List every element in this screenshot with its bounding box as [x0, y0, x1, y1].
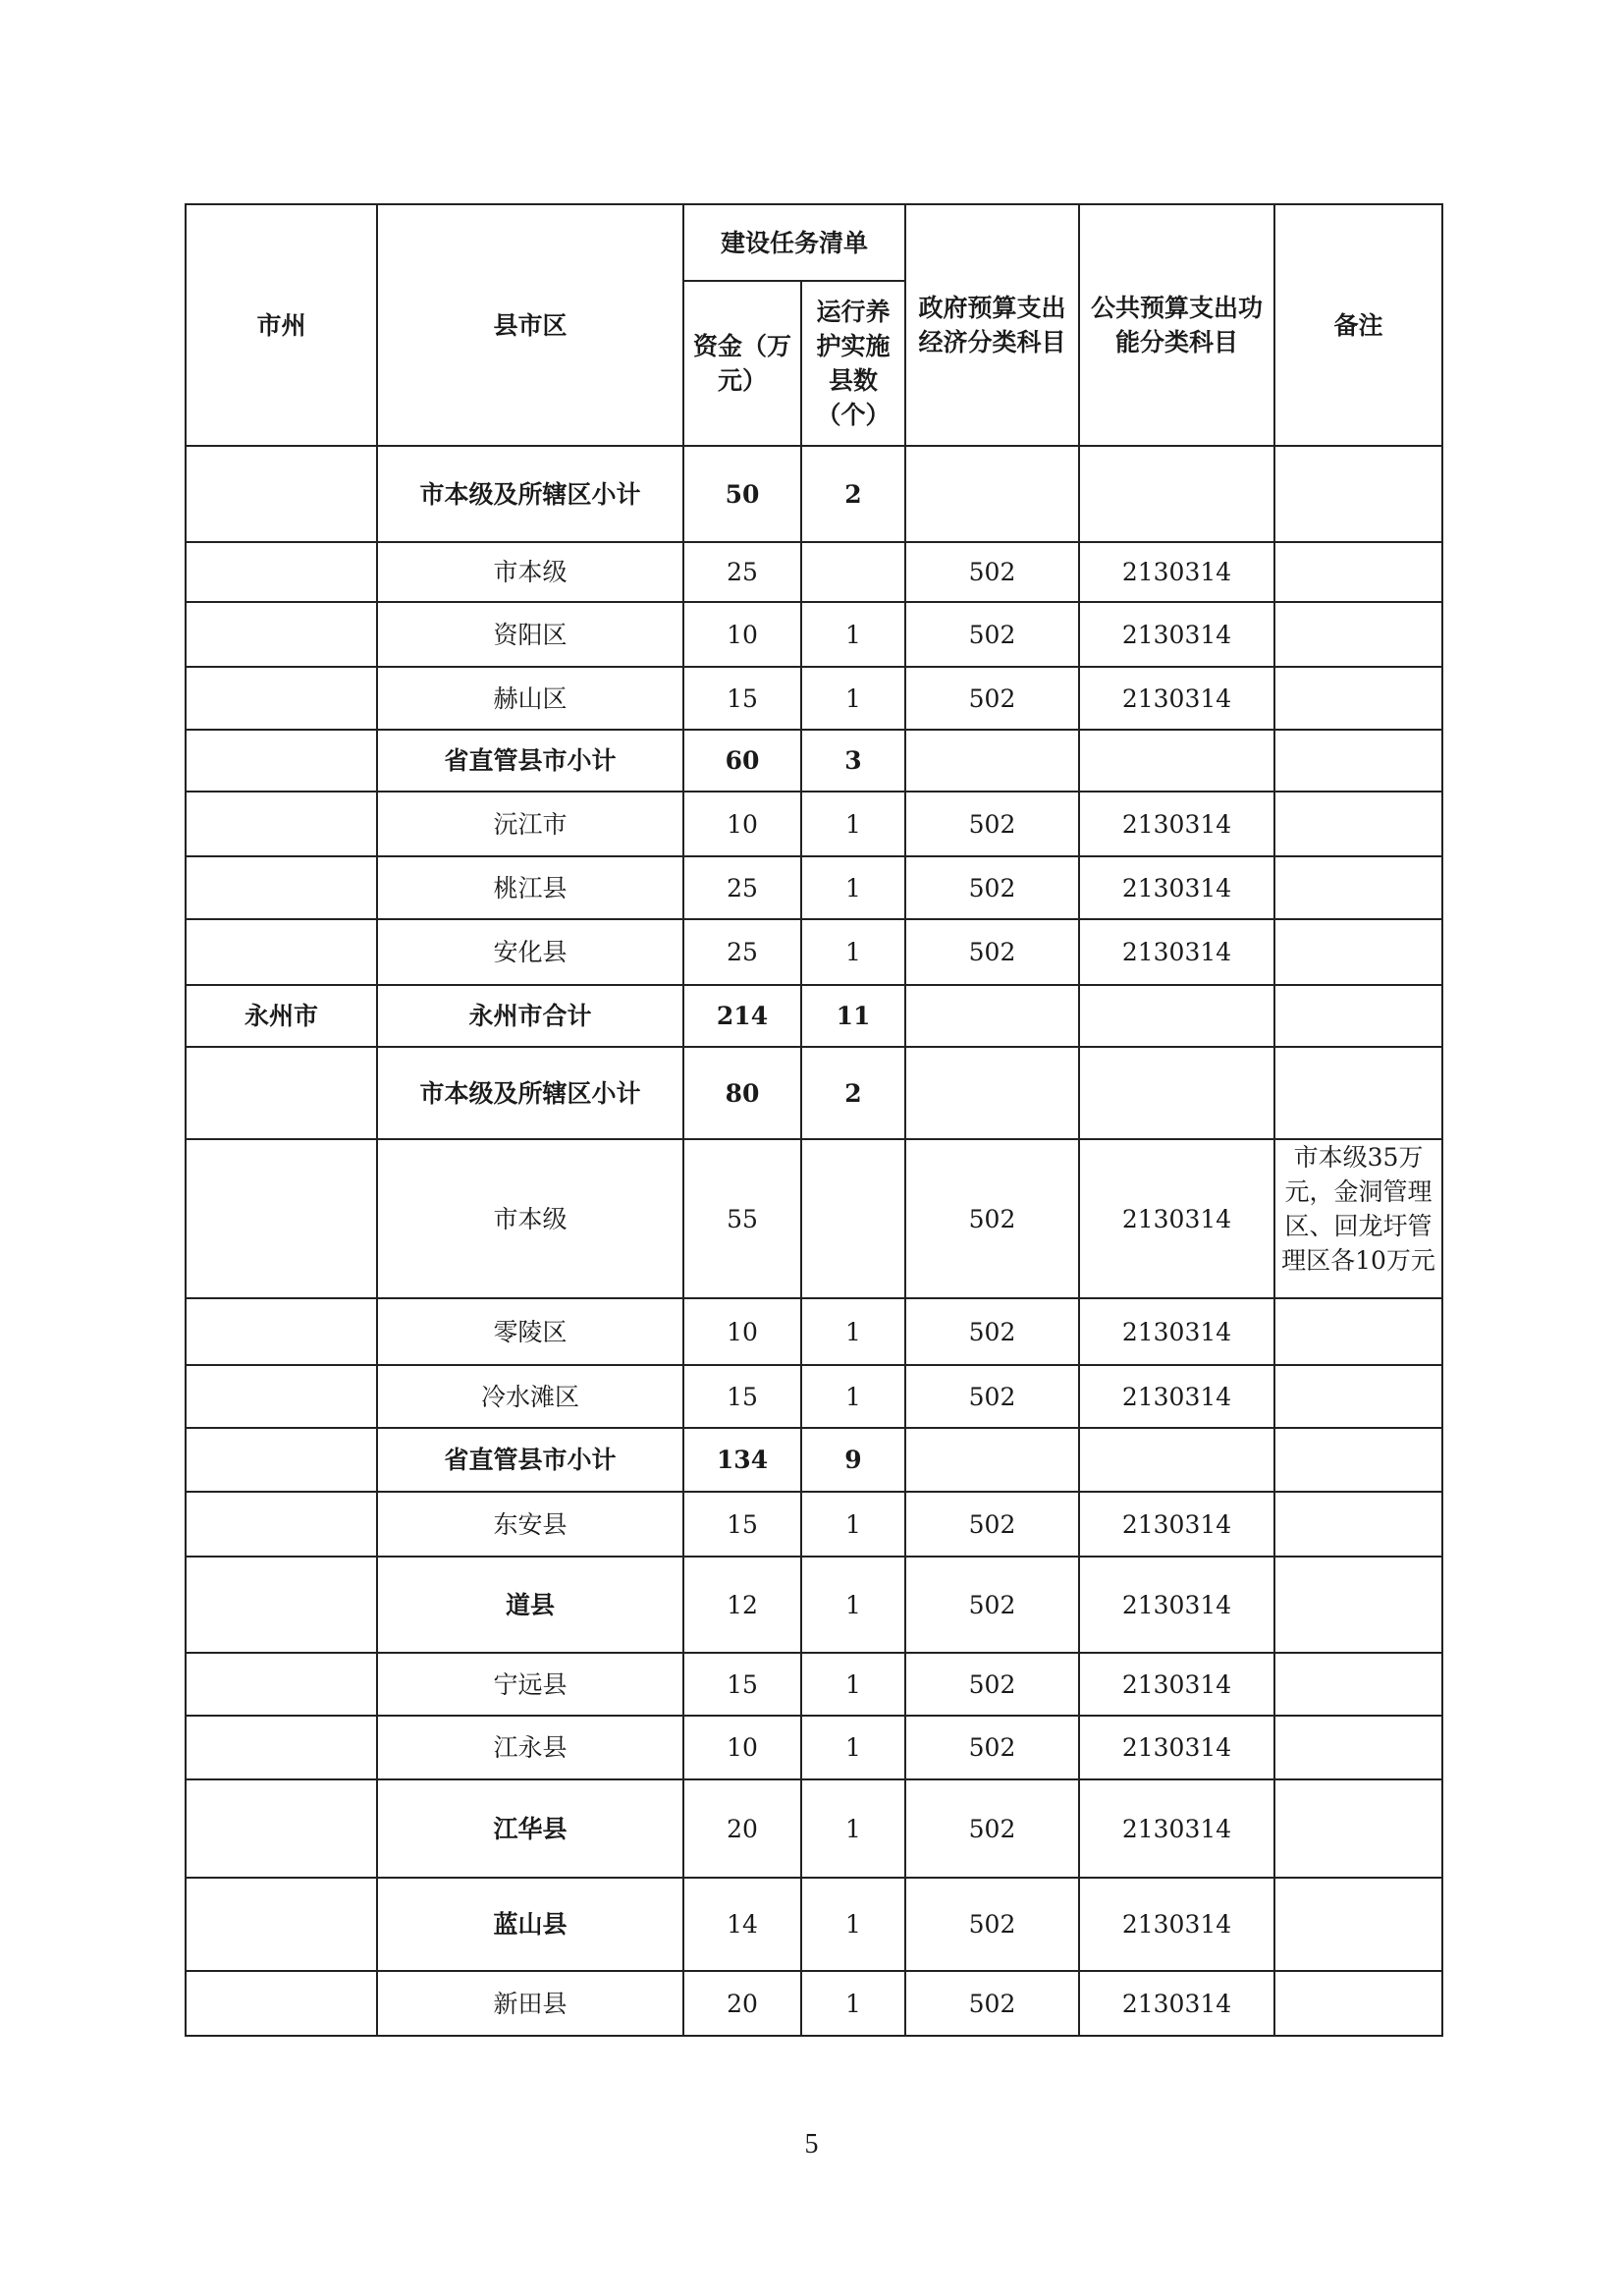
- cell-remark: [1274, 919, 1442, 985]
- cell-func: 2130314: [1079, 542, 1274, 602]
- cell-county: 赫山区: [377, 667, 683, 730]
- cell-func: 2130314: [1079, 792, 1274, 856]
- table-row: [186, 1298, 1442, 1365]
- cell-remark: [1274, 1557, 1442, 1653]
- cell-remark: [1274, 1139, 1442, 1298]
- header-task-group: 建设任务清单: [683, 204, 905, 281]
- cell-funds: 25: [683, 856, 801, 919]
- cell-func: 2130314: [1079, 667, 1274, 730]
- cell-remark: [1274, 1365, 1442, 1428]
- cell-count: 11: [801, 985, 905, 1047]
- cell-county: 沅江市: [377, 792, 683, 856]
- cell-count: [801, 1139, 905, 1298]
- cell-funds: 10: [683, 1298, 801, 1365]
- cell-econ: 502: [905, 1298, 1079, 1365]
- cell-city: [186, 1428, 377, 1492]
- cell-econ: [905, 1428, 1079, 1492]
- cell-func: 2130314: [1079, 856, 1274, 919]
- cell-func: [1079, 1047, 1274, 1139]
- cell-city: [186, 446, 377, 542]
- cell-funds: 214: [683, 985, 801, 1047]
- cell-remark: [1274, 1653, 1442, 1716]
- header-counties-count: 运行养护实施县数（个）: [801, 281, 905, 446]
- cell-func: 2130314: [1079, 919, 1274, 985]
- table-row: [186, 1878, 1442, 1971]
- cell-city: [186, 856, 377, 919]
- cell-func: 2130314: [1079, 1971, 1274, 2036]
- cell-count: 1: [801, 1779, 905, 1878]
- cell-remark: [1274, 1971, 1442, 2036]
- cell-funds: 15: [683, 667, 801, 730]
- cell-funds: 134: [683, 1428, 801, 1492]
- table-row: [186, 1139, 1442, 1298]
- cell-remark: [1274, 730, 1442, 792]
- cell-count: 1: [801, 602, 905, 667]
- table-row: [186, 602, 1442, 667]
- budget-table: [185, 203, 1443, 2037]
- table-row: [186, 1779, 1442, 1878]
- cell-funds: 80: [683, 1047, 801, 1139]
- cell-count: 1: [801, 667, 905, 730]
- page-number: 5: [804, 2129, 819, 2159]
- table-row: [186, 1428, 1442, 1492]
- cell-count: 2: [801, 1047, 905, 1139]
- cell-city: [186, 730, 377, 792]
- cell-remark: [1274, 1878, 1442, 1971]
- cell-econ: [905, 730, 1079, 792]
- cell-city: [186, 1557, 377, 1653]
- cell-remark: [1274, 446, 1442, 542]
- table-row: [186, 1971, 1442, 2036]
- cell-city: [186, 1139, 377, 1298]
- cell-city: [186, 1047, 377, 1139]
- cell-econ: 502: [905, 1139, 1079, 1298]
- cell-econ: 502: [905, 1716, 1079, 1779]
- table-row: [186, 730, 1442, 792]
- cell-econ: [905, 1047, 1079, 1139]
- cell-funds: 10: [683, 1716, 801, 1779]
- cell-econ: 502: [905, 1365, 1079, 1428]
- cell-econ: 502: [905, 1492, 1079, 1557]
- cell-city: [186, 1365, 377, 1428]
- cell-city: [186, 1492, 377, 1557]
- cell-func: 2130314: [1079, 1365, 1274, 1428]
- cell-econ: 502: [905, 1557, 1079, 1653]
- cell-econ: [905, 985, 1079, 1047]
- cell-city: [186, 919, 377, 985]
- cell-remark: [1274, 667, 1442, 730]
- cell-count: 1: [801, 1878, 905, 1971]
- cell-city: [186, 792, 377, 856]
- cell-count: 2: [801, 446, 905, 542]
- cell-remark: [1274, 1428, 1442, 1492]
- cell-funds: 15: [683, 1653, 801, 1716]
- cell-funds: 10: [683, 602, 801, 667]
- cell-count: 3: [801, 730, 905, 792]
- cell-county: 桃江县: [377, 856, 683, 919]
- cell-funds: 15: [683, 1492, 801, 1557]
- cell-econ: [905, 446, 1079, 542]
- cell-count: 1: [801, 1365, 905, 1428]
- cell-func: 2130314: [1079, 1492, 1274, 1557]
- cell-func: 2130314: [1079, 1878, 1274, 1971]
- cell-remark: [1274, 792, 1442, 856]
- cell-county: 安化县: [377, 919, 683, 985]
- header-func-class: 公共预算支出功能分类科目: [1079, 204, 1274, 446]
- cell-city: [186, 1653, 377, 1716]
- cell-func: [1079, 446, 1274, 542]
- cell-funds: 50: [683, 446, 801, 542]
- cell-count: 1: [801, 1716, 905, 1779]
- cell-func: 2130314: [1079, 1779, 1274, 1878]
- cell-econ: 502: [905, 919, 1079, 985]
- cell-func: 2130314: [1079, 1653, 1274, 1716]
- cell-count: 1: [801, 792, 905, 856]
- table-row: [186, 1557, 1442, 1653]
- cell-func: 2130314: [1079, 602, 1274, 667]
- cell-econ: 502: [905, 856, 1079, 919]
- table-row: [186, 667, 1442, 730]
- cell-county: 市本级: [377, 542, 683, 602]
- cell-count: 1: [801, 1557, 905, 1653]
- cell-remark: [1274, 1779, 1442, 1878]
- cell-count: 1: [801, 1298, 905, 1365]
- cell-county: 江华县: [377, 1779, 683, 1878]
- cell-funds: 14: [683, 1878, 801, 1971]
- cell-city: [186, 602, 377, 667]
- cell-funds: 12: [683, 1557, 801, 1653]
- cell-remark: [1274, 1298, 1442, 1365]
- cell-county: 市本级及所辖区小计: [377, 1047, 683, 1139]
- cell-econ: 502: [905, 1653, 1079, 1716]
- cell-count: 1: [801, 1971, 905, 2036]
- cell-remark: [1274, 602, 1442, 667]
- table-row: [186, 542, 1442, 602]
- cell-city: [186, 1878, 377, 1971]
- cell-econ: 502: [905, 1878, 1079, 1971]
- cell-county: 宁远县: [377, 1653, 683, 1716]
- cell-count: 1: [801, 919, 905, 985]
- cell-func: [1079, 1428, 1274, 1492]
- cell-econ: 502: [905, 542, 1079, 602]
- cell-county: 蓝山县: [377, 1878, 683, 1971]
- cell-funds: 20: [683, 1779, 801, 1878]
- cell-func: [1079, 730, 1274, 792]
- cell-count: 1: [801, 1492, 905, 1557]
- cell-funds: 60: [683, 730, 801, 792]
- table-row: [186, 792, 1442, 856]
- table-row: [186, 446, 1442, 542]
- cell-county: 零陵区: [377, 1298, 683, 1365]
- cell-func: 2130314: [1079, 1298, 1274, 1365]
- table-row: [186, 856, 1442, 919]
- header-funds: 资金（万元）: [683, 281, 801, 446]
- cell-remark: [1274, 542, 1442, 602]
- cell-remark: [1274, 1047, 1442, 1139]
- table-row: [186, 1653, 1442, 1716]
- cell-county: 东安县: [377, 1492, 683, 1557]
- table-row: [186, 1716, 1442, 1779]
- cell-econ: 502: [905, 1971, 1079, 2036]
- cell-func: 2130314: [1079, 1557, 1274, 1653]
- cell-county: 冷水滩区: [377, 1365, 683, 1428]
- cell-remark: [1274, 1492, 1442, 1557]
- cell-remark: [1274, 1716, 1442, 1779]
- cell-funds: 25: [683, 919, 801, 985]
- cell-count: 1: [801, 1653, 905, 1716]
- cell-funds: 55: [683, 1139, 801, 1298]
- remark-text: 市本级35万元，金洞管理区、回龙圩管理区各10万元: [1281, 1143, 1435, 1275]
- cell-county: 市本级: [377, 1139, 683, 1298]
- cell-econ: 502: [905, 792, 1079, 856]
- cell-county: 永州市合计: [377, 985, 683, 1047]
- cell-county: 市本级及所辖区小计: [377, 446, 683, 542]
- cell-city: [186, 1779, 377, 1878]
- cell-county: 道县: [377, 1557, 683, 1653]
- cell-city: [186, 1716, 377, 1779]
- header-remark: 备注: [1274, 204, 1442, 446]
- cell-city: 永州市: [186, 985, 377, 1047]
- table-row: [186, 985, 1442, 1047]
- cell-remark: [1274, 856, 1442, 919]
- cell-funds: 25: [683, 542, 801, 602]
- cell-econ: 502: [905, 1779, 1079, 1878]
- header-county: 县市区: [377, 204, 683, 446]
- cell-func: 2130314: [1079, 1139, 1274, 1298]
- cell-county: 省直管县市小计: [377, 730, 683, 792]
- cell-county: 江永县: [377, 1716, 683, 1779]
- cell-funds: 20: [683, 1971, 801, 2036]
- header-city: 市州: [186, 204, 377, 446]
- table-row: [186, 1492, 1442, 1557]
- cell-count: [801, 542, 905, 602]
- cell-county: 省直管县市小计: [377, 1428, 683, 1492]
- cell-econ: 502: [905, 667, 1079, 730]
- cell-county: 新田县: [377, 1971, 683, 2036]
- header-econ-class: 政府预算支出经济分类科目: [905, 204, 1079, 446]
- cell-func: 2130314: [1079, 1716, 1274, 1779]
- cell-econ: 502: [905, 602, 1079, 667]
- table-row: [186, 919, 1442, 985]
- cell-city: [186, 1971, 377, 2036]
- cell-count: 9: [801, 1428, 905, 1492]
- cell-city: [186, 667, 377, 730]
- table-row: [186, 1365, 1442, 1428]
- cell-func: [1079, 985, 1274, 1047]
- cell-city: [186, 1298, 377, 1365]
- cell-county: 资阳区: [377, 602, 683, 667]
- cell-count: 1: [801, 856, 905, 919]
- cell-funds: 15: [683, 1365, 801, 1428]
- cell-remark: [1274, 985, 1442, 1047]
- table-row: [186, 1047, 1442, 1139]
- cell-city: [186, 542, 377, 602]
- cell-funds: 10: [683, 792, 801, 856]
